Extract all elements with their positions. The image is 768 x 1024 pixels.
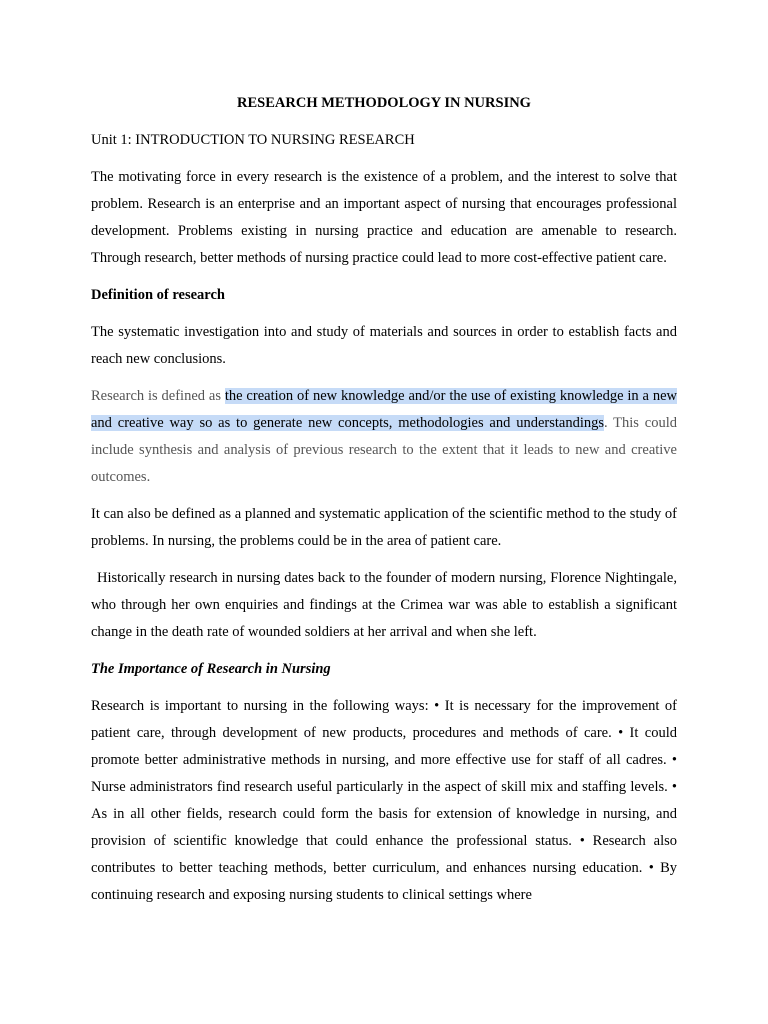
defined-as-paragraph — [91, 383, 677, 491]
importance-heading: The Importance of Research in Nursing — [91, 661, 331, 677]
defined-as-tail: . This could include synthesis and analysis of previous research to the extent that it leads to new and creative outcomes. — [91, 415, 677, 485]
definition-paragraph: The systematic investigation into and study of materials and sources in order to establish facts and reach new conclusions. — [91, 324, 677, 367]
intro-paragraph: The motivating force in every research is the existence of a problem, and the interest to solve that problem. Research is an enterprise and an important aspect of nursing that encourages professional development. Problems existing in nursing practice and education are amenable to research. Through research, better methods of nursing practice could lead to more cost-effective patient care. — [91, 169, 677, 266]
also-defined-paragraph: It can also be defined as a planned and systematic application of the scientific method to the study of problems. In nursing, the problems could be in the area of patient care. — [91, 506, 677, 549]
importance-paragraph: Research is important to nursing in the following ways: • It is necessary for the improvement of patient care, through development of new products, procedures and methods of care. • It could promote better administrative methods in nursing, and more effective use for staff of all cadres. • Nurse administrators find research useful particularly in the aspect of skill mix and staffing levels. • As in all other fields, research could form the basis for extension of knowledge in nursing, and provision of scientific knowledge that could enhance the professional status. • Research also contributes to better teaching methods, better curriculum, and enhances nursing education. • By continuing research and exposing nursing students to clinical settings where — [91, 698, 677, 903]
history-paragraph — [91, 565, 677, 646]
highlighted-definition[interactable]: the creation of new knowledge and/or the use of existing knowledge in a new and creative way so as to generate new concepts, methodologies and understandings — [91, 388, 677, 431]
definition-heading: Definition of research — [91, 287, 225, 303]
document-title: RESEARCH METHODOLOGY IN NURSING — [237, 95, 531, 111]
defined-as-lead: Research is defined as — [91, 388, 225, 404]
unit-heading: Unit 1: INTRODUCTION TO NURSING RESEARCH — [91, 132, 415, 148]
history-text: Historically research in nursing dates back to the founder of modern nursing, Florence Nightingale, who through her own enquiries and findings at the Crimea war was able to establish a significant change in the death rate of wounded soldiers at her arrival and when she left. — [91, 570, 677, 640]
